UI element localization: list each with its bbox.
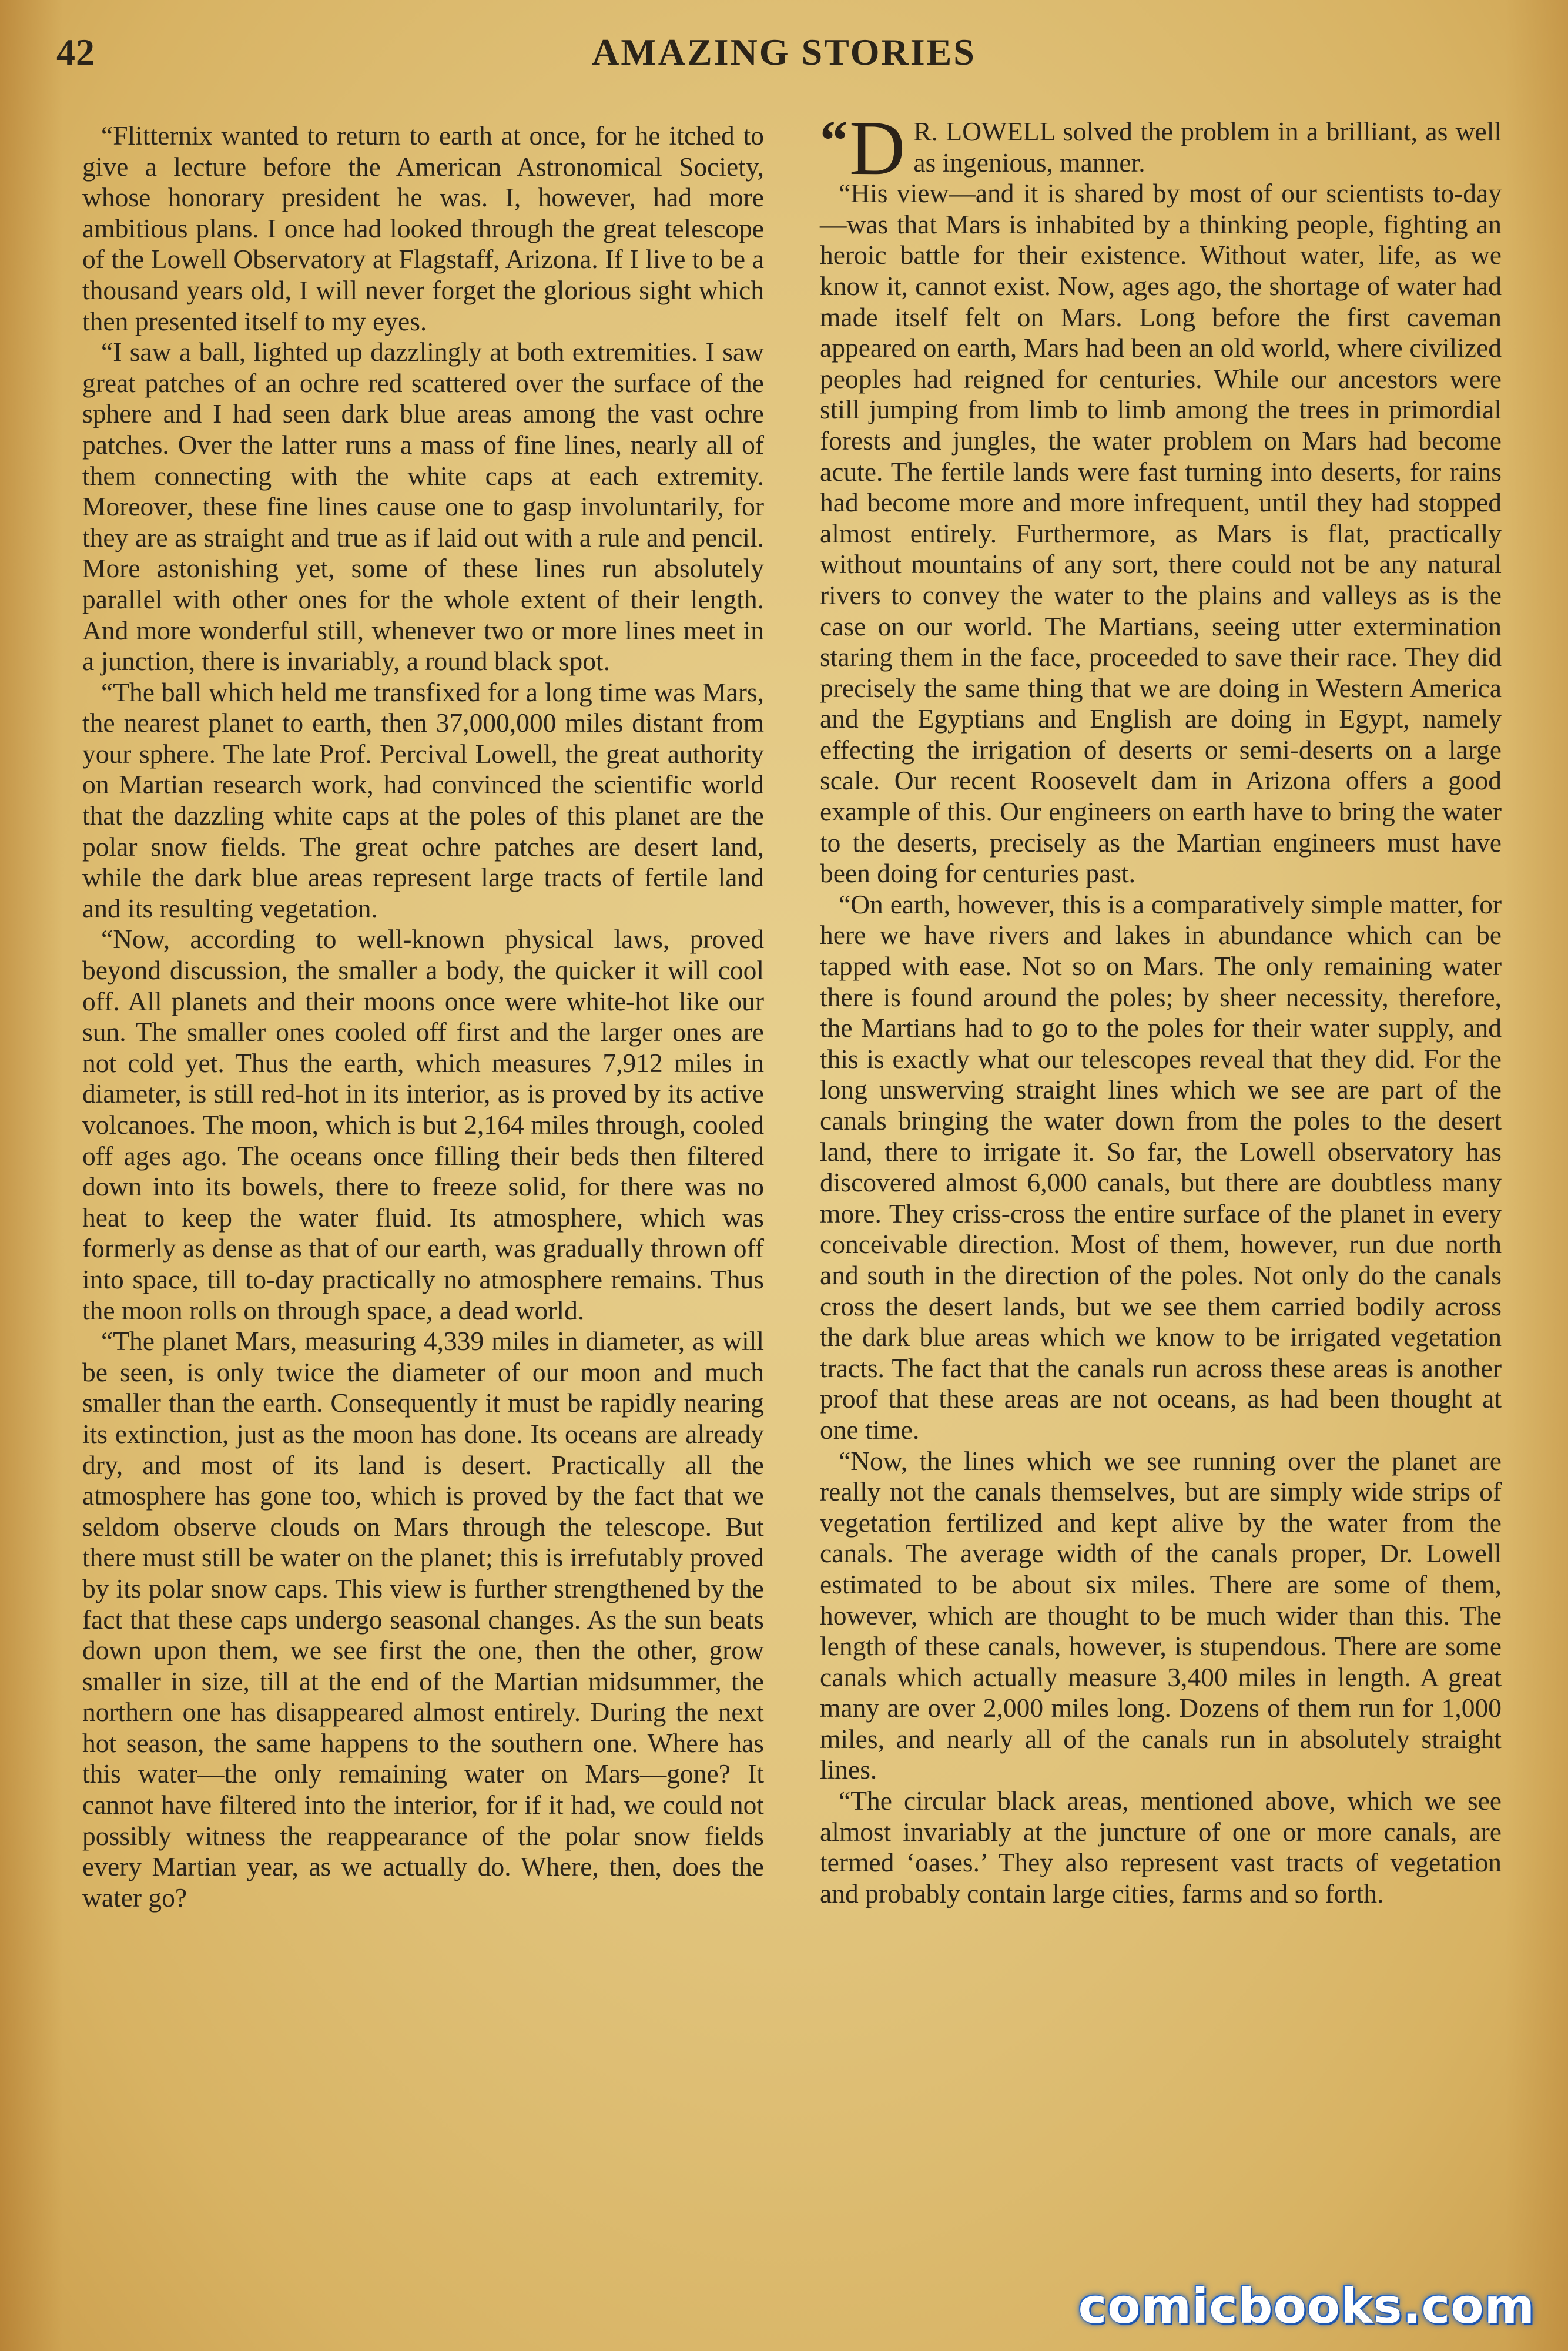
left-paragraph-2: “I saw a ball, lighted up dazzlingly at both extremities. I saw great patches of an ochre red scattered over the surface of the sphere and I had seen dark blue areas among the vast ochre patches. Over the latter runs a mass of fine lines, nearly all of them connecting with the white caps at each extremity. Moreover, these fine lines cause one to gasp involuntarily, for they are as straight and true as if laid out with a rule and pencil. More astonishing yet, some of these lines run absolutely parallel with other ones for the whole extent of their length. And more wonderful still, whenever two or more lines meet in a junction, there is invariably, a round black spot. <box>82 337 764 677</box>
right-column <box>820 105 1502 1909</box>
left-paragraph-3: “The ball which held me transfixed for a long time was Mars, the nearest planet to earth, then 37,000,000 miles distant from your sphere. The late Prof. Percival Lowell, the great authority on Martian research work, had convinced the scientific world that the dazzling white caps at the poles of this planet are the polar snow fields. The great ochre patches are desert land, while the dark blue areas represent large tracts of fertile land and its resulting vegetation. <box>82 677 764 923</box>
left-paragraph-4: “Now, according to well-known physical laws, proved beyond discussion, the smaller a body, the quicker it will cool off. All planets and their moons once were white-hot like our sun. The smaller ones cooled off first and the larger ones are not cold yet. Thus the earth, which measures 7,912 miles in diameter, is still red-hot in its interior, as is proved by its active volcanoes. The moon, which is but 2,164 miles through, cooled off ages ago. The oceans once filling their beds then filtered down into its bowels, there to freeze solid, for there was no heat to keep the water fluid. Its atmosphere, which was formerly as dense as that of our earth, was gradually thrown off into space, till to-day practically no atmosphere remains. Thus the moon rolls on through space, a dead world. <box>82 924 764 1325</box>
right-paragraph-1: “His view—and it is shared by most of our scientists to-day—was that Mars is inhabited by a thinking people, fighting an heroic battle for their existence. Without water, life, as we know it, cannot exist. Now, ages ago, the shortage of water had made itself felt on Mars. Long before the first caveman appeared on earth, Mars had been an old world, where civilized peoples had reigned for centuries. While our ancestors were still jumping from limb to limb among the trees in primordial forests and jungles, the water problem on Mars had become acute. The fertile lands were fast turning into deserts, for rains had become more and more infrequent, until they had stopped almost entirely. Furthermore, as Mars is flat, practically without mountains of any sort, there could not be any natural rivers to convey the water to the plains and valleys as is the case on our world. The Martians, seeing utter extermination staring them in the face, proceeded to save their race. They did precisely the same thing that we are doing in Western America and the Egyptians and English are doing in Egypt, namely effecting the irrigation of deserts or semi-deserts on a large scale. Our recent Roosevelt dam in Arizona offers a good example of this. Our engineers on earth have to bring the water to the deserts, precisely as the Martian engineers must have been doing for centuries past. <box>820 178 1502 889</box>
section-opening <box>820 105 1502 191</box>
left-paragraph-5: “The planet Mars, measuring 4,339 miles in diameter, as will be seen, is only twice the diameter of our moon and much smaller than the earth. Consequently it must be rapidly nearing its extinction, just as the moon has done. Its oceans are already dry, and most of its land is desert. Practically all the atmosphere has gone too, which is proved by the fact that we seldom observe clouds on Mars through the telescope. But there must still be water on the planet; this is irrefutably proved by its polar snow caps. This view is further strengthened by the fact that these caps undergo seasonal changes. As the sun beats down upon them, we see first the one, then the other, grow smaller in size, till at the end of the Martian midsummer, the northern one has disappeared almost entirely. During the next hot season, the same happens to the southern one. Where has this water—the only remaining water on Mars—gone? It cannot have filtered into the interior, for if it had, we could not possibly witness the reappearance of the polar snow fields every Martian year, as we actually do. Where, then, does the water go? <box>82 1326 764 1913</box>
left-column <box>82 120 764 1913</box>
left-paragraph-1: “Flitternix wanted to return to earth at once, for he itched to give a lecture before the American Astronomical Society, whose honorary president he was. I, however, had more ambitious plans. I once had looked through the great telescope of the Lowell Observatory at Flagstaff, Arizona. If I live to be a thousand years old, I will never forget the glorious sight which then presented itself to my eyes. <box>82 120 764 336</box>
running-head-title: AMAZING STORIES <box>592 31 976 73</box>
opening-quote-mark: “ <box>820 109 848 172</box>
right-paragraph-2: “On earth, however, this is a comparatively simple matter, for here we have rivers and lakes in abundance which can be tapped with ease. Not so on Mars. The only remaining water there is found around the poles; by sheer necessity, therefore, the Martians had to go to the poles for their water supply, and this is exactly what our telescopes reveal that they did. For the long unswerving straight lines which we see are part of the canals bringing the water down from the poles to the desert land, there to irrigate it. So far, the Lowell observatory has discovered almost 6,000 canals, but there are doubtless many more. They criss-cross the entire surface of the planet in every conceivable direction. Most of them, however, run due north and south in the direction of the poles. Not only do the canals cross the desert lands, but we see them carried bodily across the dark blue areas which we know to be irrigated vegetation tracts. The fact that the canals run across these areas is another proof that these areas are not oceans, as had been thought at one time. <box>820 889 1502 1445</box>
right-paragraph-3: “Now, the lines which we see running over the planet are really not the canals themselves, but are simply wide strips of vegetation fertilized and kept alive by the water from the canals. The average width of the canals proper, Dr. Lowell estimated to be about six miles. There are some of them, however, which are thought to be much wider than this. The length of these canals, however, is stupendous. There are some canals which actually measure 3,400 miles in length. A great many are over 2,000 miles long. Dozens of them run for 1,000 miles, and nearly all of the canals run in absolutely straight lines. <box>820 1445 1502 1785</box>
site-watermark: comicbooks.com <box>1078 2279 1535 2335</box>
page-number: 42 <box>56 31 95 73</box>
right-paragraph-opening: R. LOWELL solved the problem in a brilliant, as well as ingenious, manner. <box>913 116 1502 178</box>
drop-cap: D <box>849 105 906 191</box>
right-paragraph-4: “The circular black areas, mentioned above, which we see almost invariably at the juncture of one or more canals, are termed ‘oases.’ They also represent vast tracts of vegetation and probably contain large cities, farms and so forth. <box>820 1786 1502 1908</box>
